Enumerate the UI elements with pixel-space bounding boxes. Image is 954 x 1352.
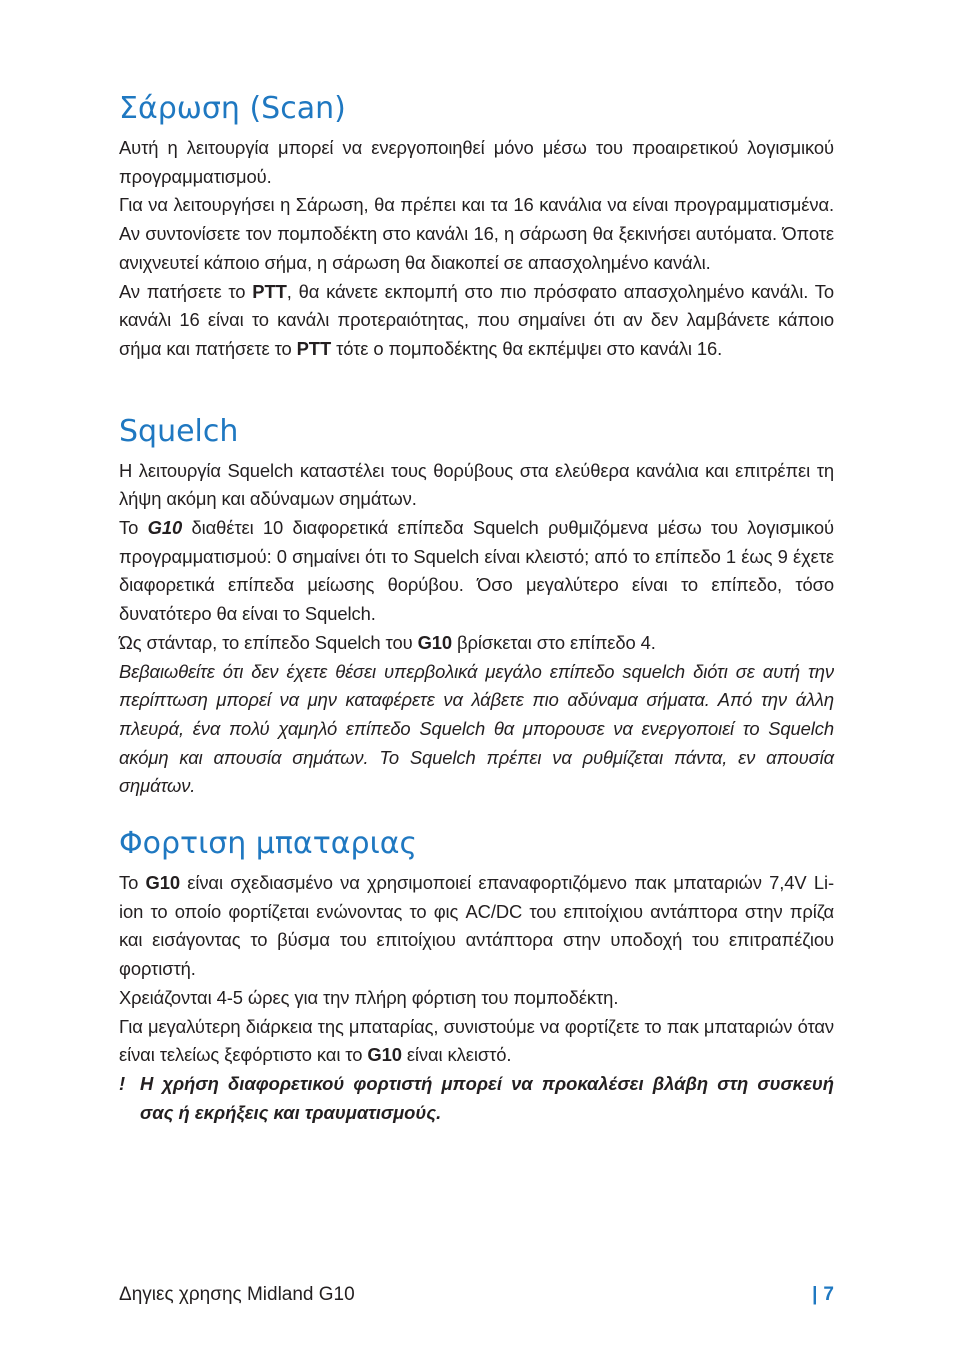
page-content: [119, 90, 834, 1127]
paragraph: Αν πατήσετε το PTT, θα κάνετε εκπομπή στο πιο πρόσφατο απασχολημένο κανάλι. Το κανάλι 16 είναι το κανάλι προτεραιότητας, που σημαίνει ότι αν δεν λαμβάνετε κάποιο σήμα και πατήσετε το PTT τότε ο πομποδέκτης θα εκπέμψει στο κανάλι 16.: [119, 280, 834, 359]
model-name: G10: [147, 517, 183, 539]
paragraph: Ώς στάνταρ, το επίπεδο Squelch του G10 βρίσκεται στο επίπεδο 4.: [119, 631, 656, 653]
italic-note: Βεβαιωθείτε ότι δεν έχετε θέσει υπερβολικά μεγάλο επίπεδο squelch διότι σε αυτή την περίπτωση μπορεί να μην καταφέρετε να λάβετε πιο αδύναμα σήματα. Από την άλλη πλευρά, ένα πολύ χαμηλό επίπεδο Squelch θα μπορουσε να ενεργοποιεί το Squelch ακόμη και απουσία σημάτων. Το Squelch πρέπει να ρυθμίζεται πάντα, εν απουσία σημάτων.: [119, 660, 834, 797]
model-name: G10: [145, 872, 180, 894]
section-scan: [119, 90, 834, 364]
exclamation-icon: !: [119, 1072, 126, 1094]
section-battery: [119, 825, 834, 1127]
paragraph: Χρειάζονται 4-5 ώρες για την πλήρη φόρτιση του πομποδέκτη.: [119, 986, 619, 1008]
ptt-label: PTT: [296, 337, 332, 359]
page-number: | 7: [812, 1284, 834, 1305]
model-name: G10: [367, 1044, 402, 1066]
paragraph: Η λειτουργία Squelch καταστέλει τους θορύβους στα ελεύθερα κανάλια και επιτρέπει τη λήψη ακόμη και αδύναμων σημάτων.: [119, 459, 834, 510]
ptt-label: PTT: [252, 280, 287, 302]
section-heading-battery: Φορτιση μπαταριας: [119, 826, 418, 862]
paragraph: Το G10 είναι σχεδιασμένο να χρησιμοποιεί επαναφορτιζόμενο πακ μπαταριών 7,4V Li-ion το οποίο φορτίζεται ενώνοντας το φις AC/DC του επιτοίχιου αντάπτορα στην πρίζα και εισάγοντας το βύσμα του επιτοίχιου αντάπτορα στην υποδοχή του επιτραπέζιου φορτιστή.: [119, 872, 835, 980]
section-squelch: [119, 413, 834, 801]
paragraph: Αυτή η λειτουργία μπορεί να ενεργοποιηθεί μόνο μέσω του προαιρετικού λογισμικού προγραμματισμού.: [119, 137, 834, 187]
section-heading-scan: Σάρωση (Scan): [119, 91, 346, 126]
model-name: G10: [417, 631, 453, 653]
paragraph: Για μεγαλύτερη διάρκεια της μπαταρίας, συνιστούμε να φορτίζετε το πακ μπαταριών όταν είναι τελείως ξεφόρτιστο και το G10 είναι κλειστό.: [119, 1015, 834, 1066]
footer-title: Δηγιες χρησης Midland G10: [119, 1284, 355, 1305]
paragraph: Για να λειτουργήσει η Σάρωση, θα πρέπει και τα 16 κανάλια να είναι προγραμματισμένα. Αν συντονίσετε τον πομποδέκτη στο κανάλι 16, η σάρωση θα ξεκινήσει αυτόματα. Όποτε ανιχνευτεί κάποιο σήμα, η σάρωση θα διακοπεί σε απασχολημένο κανάλι.: [119, 194, 834, 273]
separator-bar: |: [812, 1284, 818, 1305]
page-footer: [119, 1284, 834, 1306]
section-heading-squelch: Squelch: [119, 413, 239, 449]
paragraph: Το G10 διαθέτει 10 διαφορετικά επίπεδα Squelch ρυθμιζόμενα μέσω του λογισμικού προγραμματισμού: 0 σημαίνει ότι το Squelch είναι κλειστό; από το επίπεδο 1 έως 9 έχετε διαφορετικά επίπεδα μείωσης θορύβου. Όσο μεγαλύτερο είναι το επίπεδο, τόσο δυνατότερο θα είναι το Squelch.: [119, 517, 835, 625]
warning-text: Η χρήση διαφορετικού φορτιστή μπορεί να προκαλέσει βλάβη στη συσκευή σας ή εκρήξεις και τραυματισμούς.: [140, 1072, 834, 1123]
warning-note: [119, 1070, 834, 1127]
